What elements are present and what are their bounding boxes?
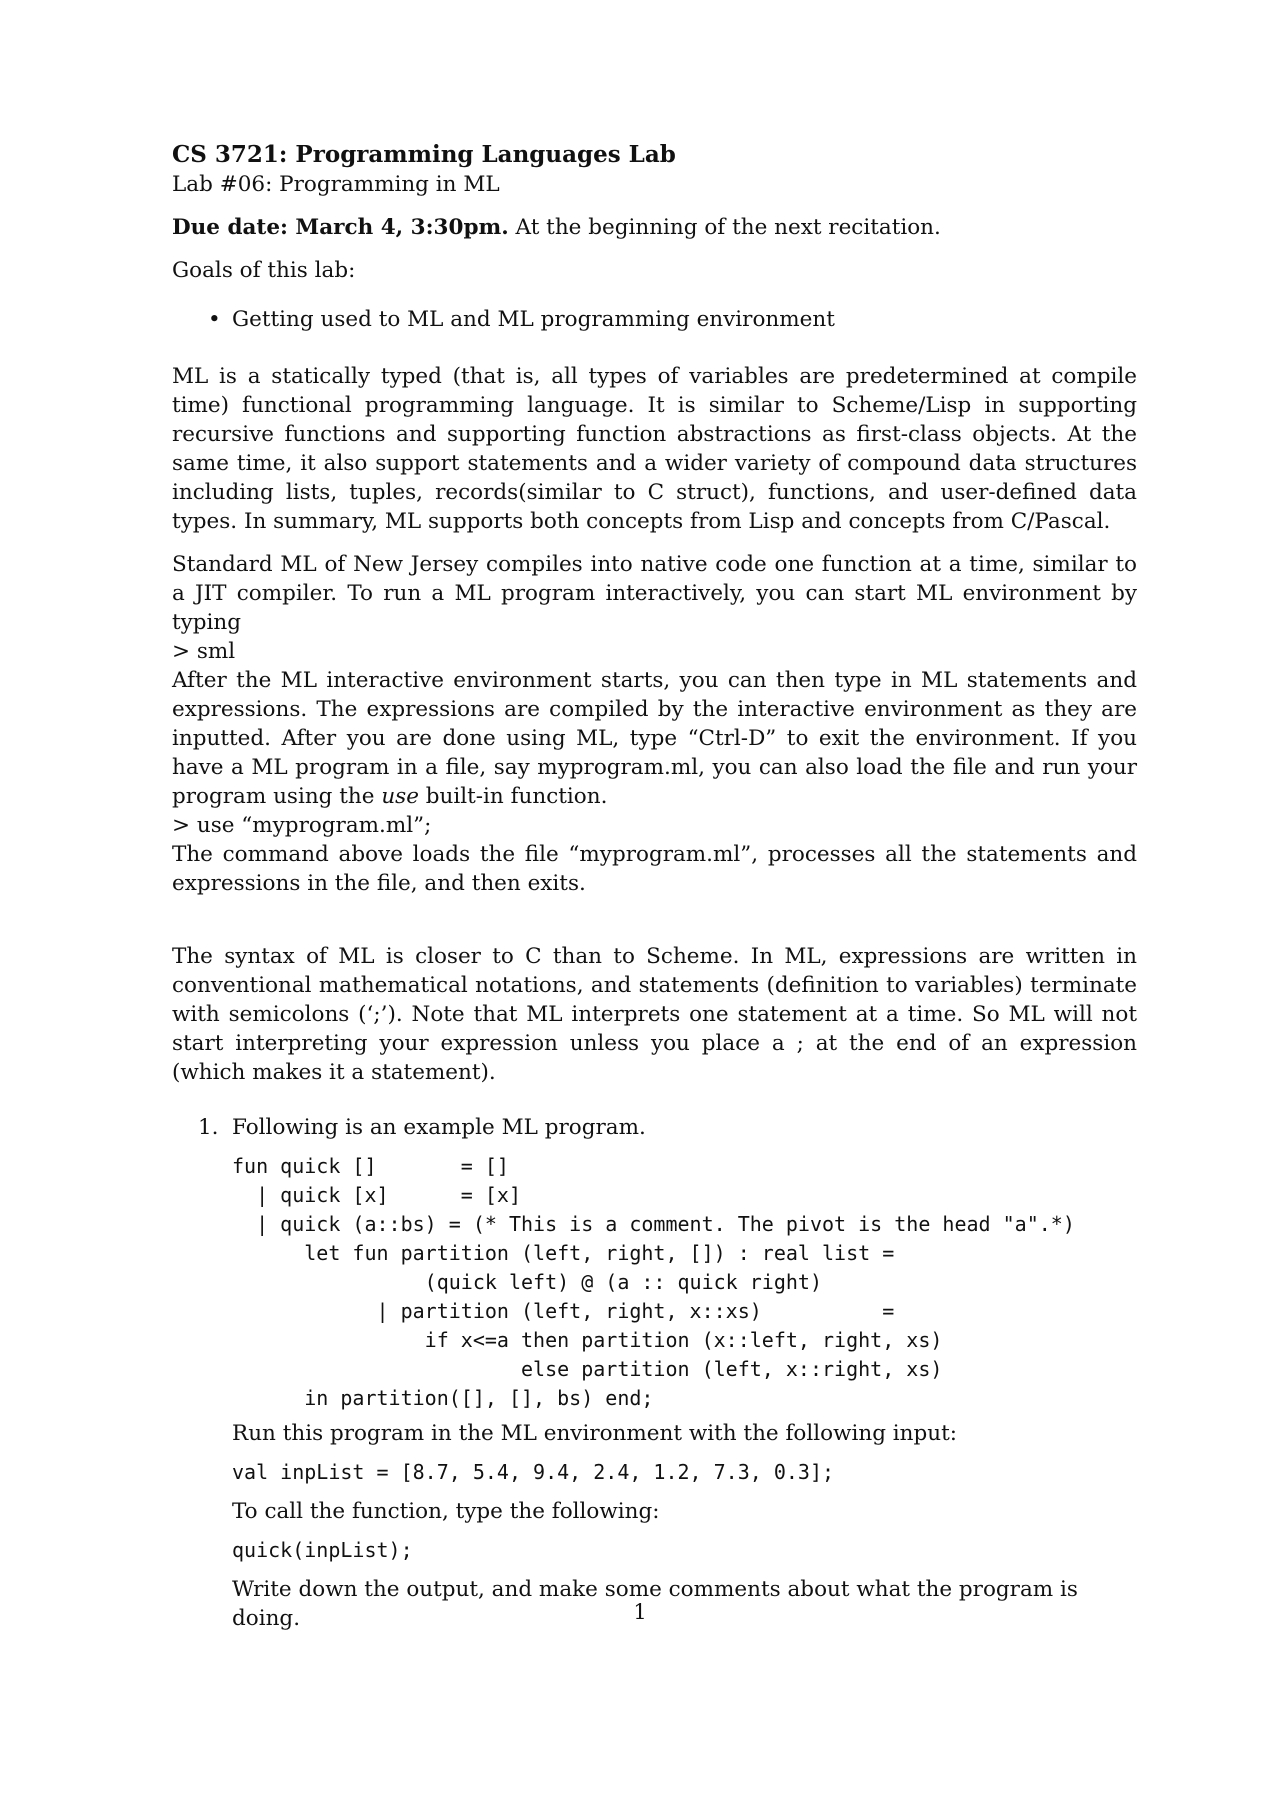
- call-code: quick(inpList);: [232, 1538, 413, 1562]
- sml-command: > sml: [172, 639, 236, 664]
- exercise-item: [198, 1113, 1137, 1633]
- course-title: CS 3721: Programming Languages Lab: [172, 141, 676, 168]
- run-instructions: Run this program in the ML environment with the following input:: [232, 1421, 958, 1446]
- env-text-2a: After the ML interactive environment starts, you can then type in ML statements and expressions. The expressions are compiled by the interactive environment as they are inputted. After you are done using ML, type “Ctrl-D” to exit the environment. If you have a ML program in a file, say myprogram.ml, you can also load the file and run your program using the: [172, 668, 1137, 809]
- goals-list: [172, 305, 1137, 334]
- document-page: [172, 140, 1137, 1643]
- call-instructions: To call the function, type the following:: [232, 1499, 660, 1524]
- use-command: > use “myprogram.ml”;: [172, 813, 432, 838]
- paragraph-ml-intro: ML is a statically typed (that is, all types of variables are predetermined at compile time) functional programming language. It is similar to Scheme/Lisp in supporting recursive functions and supporting function abstractions as first-class objects. At the same time, it also support statements and a wider variety of compound data structures including lists, tuples, records(similar to C struct), functions, and user-defined data types. In summary, ML supports both concepts from Lisp and concepts from C/Pascal.: [172, 364, 1137, 534]
- paragraph-environment: [172, 550, 1137, 898]
- lab-subtitle: Lab #06: Programming in ML: [172, 172, 500, 197]
- env-text-2: [172, 666, 1137, 811]
- env-text-2b: built-in function.: [418, 784, 608, 809]
- page-number: 1: [633, 1600, 647, 1624]
- exercise-intro: Following is an example ML program.: [232, 1115, 646, 1140]
- exercise-list: [172, 1113, 1137, 1633]
- use-keyword: use: [381, 784, 419, 809]
- env-text-3: The command above loads the file “myprogram.ml”, processes all the statements and expressions in the file, and then exits.: [172, 842, 1137, 896]
- due-date-text: At the beginning of the next recitation.: [508, 215, 941, 240]
- goals-intro: Goals of this lab:: [172, 258, 356, 283]
- code-block-quicksort: fun quick [] = [] | quick [x] = [x] | quick (a::bs) = (* This is a comment. The pivot is the head "a".*) let fun partition (left, right, []) : real list = (quick left) @ (a :: quick right) | partition (left, right, x::xs) = if x<=a then partition (x::left, right, xs) else partition (left, x::right, xs) in partition([], [], bs) end;: [232, 1154, 1075, 1410]
- exercise-number: 1.: [198, 1115, 219, 1140]
- goal-item: • Getting used to ML and ML programming environment: [232, 305, 1137, 334]
- due-date-line: [172, 213, 1137, 242]
- paragraph-syntax: The syntax of ML is closer to C than to Scheme. In ML, expressions are written in conventional mathematical notations, and statements (definition to variables) terminate with semicolons (‘;’). Note that ML interprets one statement at a time. So ML will not start interpreting your expression unless you place a ; at the end of an expression (which makes it a statement).: [172, 944, 1137, 1085]
- env-text-1: Standard ML of New Jersey compiles into native code one function at a time, similar to a JIT compiler. To run a ML program interactively, you can start ML environment by typing: [172, 552, 1137, 635]
- final-instructions: Write down the output, and make some comments about what the program is doing.: [232, 1577, 1078, 1631]
- section-gap: [172, 912, 1137, 942]
- due-date-label: Due date: March 4, 3:30pm.: [172, 215, 509, 240]
- input-code: val inpList = [8.7, 5.4, 9.4, 2.4, 1.2, 7.3, 0.3];: [232, 1460, 835, 1484]
